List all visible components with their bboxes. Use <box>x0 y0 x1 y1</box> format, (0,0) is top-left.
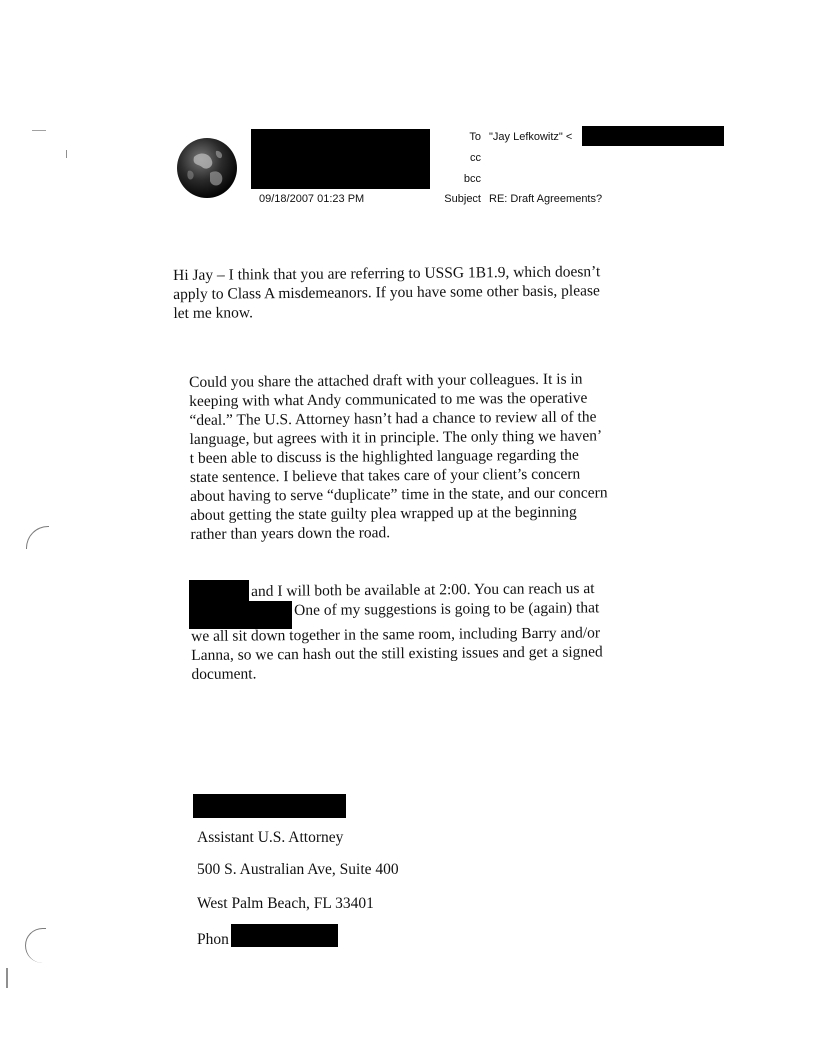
body-paragraph-1-text: Hi Jay – I think that you are referring to USSG 1B1.9, which doesn’t apply to Class A misdemeanors. If you have some other basis, please let me know. <box>173 263 601 322</box>
body-line: document. <box>191 665 257 683</box>
redacted-signature-phone <box>231 924 338 947</box>
subject-value: RE: Draft Agreements? <box>489 193 603 205</box>
globe-icon <box>176 137 238 199</box>
avatar <box>176 137 238 199</box>
scan-artifact <box>32 130 46 131</box>
sent-date: 09/18/2007 01:23 PM <box>259 193 365 205</box>
scan-artifact <box>6 968 8 988</box>
to-label: To <box>469 131 481 143</box>
body-paragraph-2 <box>189 369 650 544</box>
body-paragraph-1 <box>173 262 613 323</box>
body-line: about getting the state guilty plea wrapped up at the beginning <box>190 503 577 524</box>
subject-label: Subject <box>444 193 481 205</box>
body-line: about having to serve “duplicate” time in the state, and our concern <box>190 484 608 505</box>
body-line: state sentence. I believe that takes care of your client’s concern <box>189 465 581 486</box>
redacted-sender <box>251 129 430 189</box>
body-line: One of my suggestions is going to be (again) that <box>294 599 600 619</box>
body-line: rather than years down the road. <box>190 524 391 543</box>
signature-phone-label: Phon <box>197 931 229 948</box>
scan-artifact <box>25 928 46 963</box>
signature-address-line-1: 500 S. Australian Ave, Suite 400 <box>197 861 399 878</box>
signature-address-line-2: West Palm Beach, FL 33401 <box>197 895 374 912</box>
signature-title: Assistant U.S. Attorney <box>197 829 344 846</box>
cc-label: cc <box>470 152 481 164</box>
body-line: and I will both be available at 2:00. You can reach us at <box>251 580 595 600</box>
scan-artifact <box>26 526 49 549</box>
redacted-signature-name <box>193 794 346 818</box>
body-line: we all sit down together in the same room, including Barry and/or <box>191 624 601 645</box>
bcc-label: bcc <box>463 173 481 185</box>
body-line: t been able to discuss is the highlighted language regarding the <box>189 446 579 467</box>
body-line: Could you share the attached draft with your colleagues. It is in <box>189 370 583 391</box>
body-paragraph-3-rest <box>191 623 651 684</box>
body-line: Lanna, so we can hash out the still existing issues and get a signed <box>191 643 603 664</box>
to-value: "Jay Lefkowitz" < <box>489 131 573 143</box>
body-line: language, but agrees with it in principle. The only thing we haven’ <box>189 427 603 448</box>
body-line: “deal.” The U.S. Attorney hasn’t had a chance to review all of the <box>189 408 597 429</box>
scan-artifact <box>66 150 67 158</box>
redacted-phone <box>189 601 292 629</box>
body-line: keeping with what Andy communicated to me was the operative <box>189 389 588 410</box>
body-paragraph-3-line-2 <box>294 598 634 620</box>
redacted-to-email <box>582 126 724 146</box>
